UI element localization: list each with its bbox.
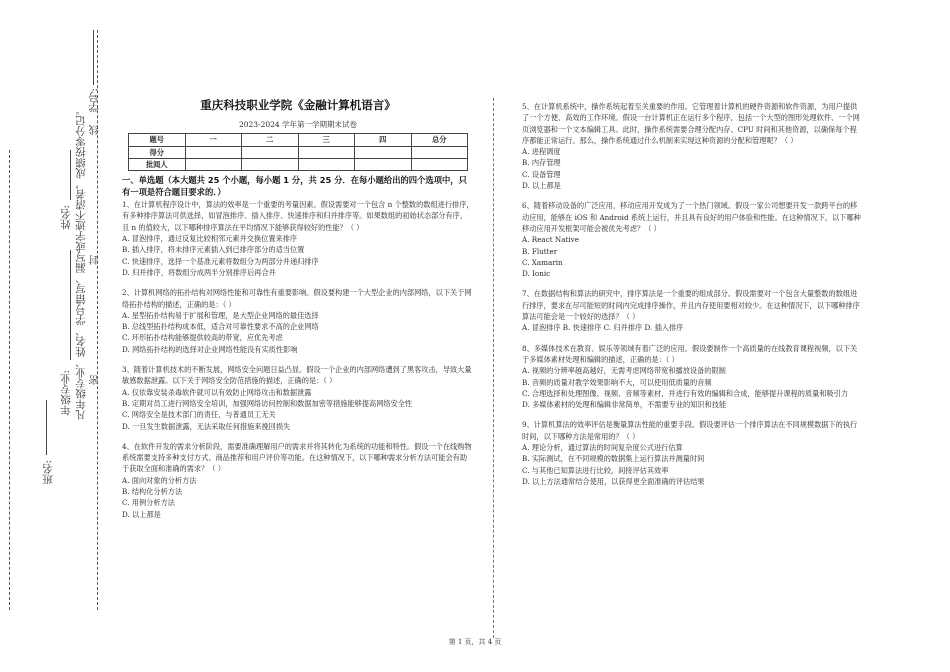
seal-secret-mark: 密 [90, 375, 101, 385]
answer-option[interactable]: A. 视频的分辨率越高越好，无需考虑网络带宽和播放设备的限制 [522, 366, 726, 376]
answer-option[interactable]: C. 用例分析方法 [122, 498, 175, 508]
score-cell[interactable] [411, 158, 468, 170]
left-column [122, 98, 474, 529]
question-block [522, 343, 862, 411]
answer-option[interactable]: B. 结构化分析方法 [122, 487, 183, 497]
question-block [522, 200, 862, 279]
answer-option[interactable]: C. 快速排序，选择一个基准元素将数组分为两部分并递归排序 [122, 256, 319, 266]
answer-option[interactable]: A. 进程调度 [522, 147, 561, 157]
question-stem: 8、多媒体技术在教育、娱乐等领域有着广泛的应用。假设要制作一个高质量的在线教育课程视频，以下关于多媒体素材处理和编辑的描述，正确的是：（ ） [522, 343, 858, 364]
answer-option[interactable]: B. 定期对员工进行网络安全培训，加强网络访问控制和数据加密等措施能够提高网络安全性 [122, 398, 413, 408]
score-cell[interactable] [298, 158, 355, 170]
answer-option[interactable]: B. 插入排序，将未排序元素插入到已排序部分的适当位置 [122, 245, 305, 255]
class-blank[interactable] [70, 250, 71, 360]
binding-dashed-line [97, 30, 98, 610]
answer-option[interactable]: A. 冒泡排序，通过反复比较相邻元素并交换位置来排序 [122, 234, 298, 244]
question-block [522, 288, 862, 333]
left-question-list [122, 199, 474, 520]
answer-option[interactable]: D. 归并排序，将数组分成两半分别排序后再合并 [122, 267, 276, 277]
name-label: 姓名: [60, 205, 72, 230]
answer-option[interactable]: A. 星型拓扑结构易于扩展和管理，是大型企业网络的最佳选择 [122, 310, 319, 320]
score-table-row [129, 158, 468, 170]
column-divider [493, 98, 494, 638]
answer-option[interactable]: B. Flutter [522, 246, 558, 256]
question-block [122, 287, 474, 355]
answer-option[interactable]: C. 与其他已知算法进行比较，间接评估其效率 [522, 465, 669, 475]
question-stem: 9、计算机算法的效率评估是衡量算法性能的重要手段。假设要评估一个排序算法在不同规模数据下的执行时间，以下哪种方法是常用的？（ ） [522, 420, 858, 441]
school-blank[interactable] [46, 400, 47, 455]
section-heading: 一、单选题（本大题共 25 个小题，每小题 1 分，共 25 分．在每小题给出的四个选项中，只有一项是符合题目要求的．） [122, 175, 467, 197]
score-cell[interactable] [411, 146, 468, 158]
seal-line-mark: 线 [90, 125, 101, 135]
answer-option[interactable]: D. 网络拓扑结构的选择对企业网络性能没有实质性影响 [122, 344, 298, 354]
score-header-cell: 三 [298, 134, 355, 146]
class-label: 年级专业: [60, 370, 72, 416]
seal-seal-mark: 封 [90, 255, 101, 265]
question-stem: 7、在数据结构和算法的研究中，排序算法是一个重要的组成部分。假设需要对一个包含大量整数的数组进行排序，要求在尽可能短的时间内完成排序操作，并且内存使用要相对较少。在这种情况下，以下哪种排序算法可能会是一个较好的选择？（ ） [522, 289, 860, 322]
score-header-cell: 一 [185, 134, 242, 146]
binding-margin [0, 0, 112, 672]
binding-dashed-line-outer [9, 150, 10, 610]
student-id-blank[interactable] [93, 30, 94, 85]
score-cell[interactable] [242, 146, 299, 158]
exam-title: 重庆科技职业学院《金融计算机语言》 [200, 98, 396, 112]
right-column [522, 101, 862, 496]
question-stem: 5、在计算机系统中，操作系统起着至关重要的作用。它管理着计算机的硬件资源和软件资源，为用户提供了一个方便、高效的工作环境。假设一台计算机正在运行多个程序，包括一个大型的图形处理软件、一个网页浏览器和一个文本编辑工具。此时，操作系统需要合理分配内存、CPU 时间和其他资源，以确保每个程序都能正常运行。那么，操作系统通过什么机制来实现这种资源的分配和管理呢？（ ） [522, 102, 860, 145]
answer-option[interactable]: C. Xamarin [522, 257, 563, 267]
question-block [522, 419, 862, 487]
score-cell[interactable] [185, 146, 242, 158]
score-table [128, 133, 468, 171]
score-table-header-row [129, 134, 468, 146]
score-cell[interactable] [185, 158, 242, 170]
question-stem: 6、随着移动设备的广泛应用，移动应用开发成为了一个热门领域。假设一家公司想要开发一款跨平台的移动应用，能够在 iOS 和 Android 系统上运行，并且具有良好的用户体验和性能。在这种情况下，以下哪种移动应用开发框架可能会被优先考虑？（ ） [522, 201, 861, 233]
page-footer: 第 1 页，共 4 页 [448, 638, 502, 646]
answer-option[interactable]: A. 面向对象的分析方法 [122, 475, 197, 485]
answer-option[interactable]: D. 以上都是 [122, 509, 161, 519]
answer-option[interactable]: D. Ionic [522, 269, 551, 279]
question-block [122, 364, 474, 432]
answer-option[interactable]: B. 音频的质量对教学效果影响不大，可以使用低质量的音频 [522, 377, 712, 387]
question-stem: 3、随着计算机技术的不断发展，网络安全问题日益凸显。假设一个企业的内部网络遭到了黑客攻击，导致大量敏感数据泄露。以下关于网络安全防范措施的描述，正确的是：（ ） [122, 365, 472, 386]
answer-option[interactable]: D. 一旦发生数据泄露，无法采取任何措施来挽回损失 [122, 421, 291, 431]
student-id-label: 学号: [88, 88, 100, 113]
answer-option[interactable]: C. 环形拓扑结构能够提供较高的带宽，应优先考虑 [122, 333, 283, 343]
right-question-list [522, 101, 862, 487]
question-block [122, 199, 474, 278]
score-cell[interactable] [298, 146, 355, 158]
score-cell[interactable] [355, 158, 412, 170]
answer-option[interactable]: B. 内存管理 [522, 158, 561, 168]
score-header-cell: 二 [242, 134, 299, 146]
score-cell[interactable] [242, 158, 299, 170]
answer-option[interactable]: A. React Native [522, 235, 579, 245]
name-blank[interactable] [70, 150, 71, 200]
answer-option[interactable]: B. 实际测试，在不同规模的数据集上运行算法并测量时间 [522, 454, 705, 464]
answer-option[interactable]: A. 理论分析，通过算法的时间复杂度公式进行估算 [522, 443, 683, 453]
answer-option[interactable]: D. 以上方法通常结合使用，以获得更全面准确的评估结果 [522, 476, 705, 486]
question-stem: 1、在计算机程序设计中，算法的效率是一个重要的考量因素。假设需要对一个包含 n 个整数的数组进行排序，有多种排序算法可供选择，如冒泡排序、插入排序、快速排序和归并排序等。如果数组的初始状态部分有序，且 n 的值较大，以下哪种排序算法在平均情况下能够获得较好的性能？（ ） [122, 200, 474, 232]
school-label: 班名: [42, 460, 54, 485]
answer-option[interactable]: C. 设备管理 [522, 169, 561, 179]
answer-option[interactable]: D. 多媒体素材的处理和编辑非常简单，不需要专业的知识和技能 [522, 400, 727, 410]
question-stem: 4、在软件开发的需求分析阶段，需要准确理解用户的需求并将其转化为系统的功能和特性。假设一个在线购物系统需要支持多种支付方式、商品推荐和用户评价等功能。在这种情况下，以下哪种需求分析方法可能会有助于获取全面和准确的需求？（ ） [122, 441, 472, 474]
notice-text: 凡年级专业、姓名、学号错写、漏写或字迹不清者，成绩按零分记。 [75, 105, 87, 420]
score-header-cell: 题号 [129, 134, 186, 146]
answer-option[interactable]: A. 冒泡排序 B. 快速排序 C. 归并排序 D. 插入排序 [522, 323, 684, 333]
question-stem: 2、计算机网络的拓扑结构对网络性能和可靠性有重要影响。假设要构建一个大型企业的内部网络，以下关于网络拓扑结构的描述，正确的是：（ ） [122, 288, 472, 309]
answer-option[interactable]: C. 合理选择和处理图像、视频、音频等素材，并进行有效的编辑和合成，能够提升课程的质量和吸引力 [522, 388, 849, 398]
score-table-row [129, 146, 468, 158]
score-row-label: 批阅人 [129, 158, 186, 170]
question-block [122, 441, 474, 520]
answer-option[interactable]: A. 仅依靠安装杀毒软件就可以有效防止网络攻击和数据泄露 [122, 387, 312, 397]
answer-option[interactable]: B. 总线型拓扑结构成本低，适合对可靠性要求不高的企业网络 [122, 322, 319, 332]
score-header-cell: 总分 [411, 134, 468, 146]
score-cell[interactable] [355, 146, 412, 158]
score-header-cell: 四 [355, 134, 412, 146]
exam-subtitle: 2023-2024 学年第一学期期末试卷 [238, 120, 358, 129]
question-block [522, 101, 862, 191]
score-row-label: 得分 [129, 146, 186, 158]
answer-option[interactable]: C. 网络安全是技术部门的责任，与普通员工无关 [122, 410, 276, 420]
answer-option[interactable]: D. 以上都是 [522, 181, 561, 191]
